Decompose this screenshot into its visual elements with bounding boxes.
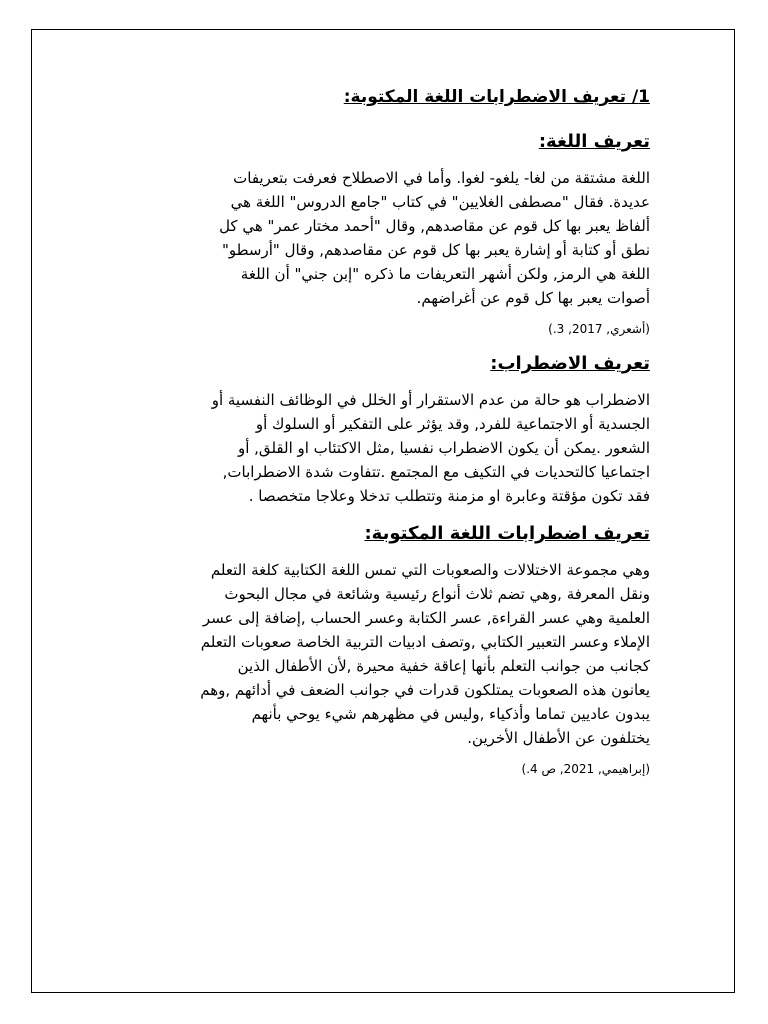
section-paragraph — [130, 388, 650, 508]
section-heading: تعريف اضطرابات اللغة المكتوبة: — [364, 523, 650, 544]
paragraph-line: اللغة هي الرمز, ولكن أشهر التعريفات ما ذكره "إبن جني" أن اللغة — [240, 265, 650, 283]
citation: (أشعري, 2017, 3.) — [548, 322, 650, 336]
section-heading: تعريف اللغة: — [538, 131, 650, 152]
paragraph-line: الإملاء وعسر التعبير الكتابي ,وتصف ادبيات التربية الخاصة صعوبات التعلم — [200, 633, 650, 651]
section-written-language-disorders — [130, 520, 650, 778]
citation: (إبراهيمي, 2021, ص 4.) — [521, 762, 650, 776]
paragraph-line: اللغة مشتقة من لغا- يلغو- لغوا. وأما في الاصطلاح فعرفت بتعريفات — [233, 169, 650, 187]
paragraph-line: ونقل المعرفة ,وهي تضم ثلاث أنواع رئيسية وشائعة في مجال البحوث — [224, 585, 650, 603]
paragraph-line: الاضطراب هو حالة من عدم الاستقرار أو الخلل في الوظائف النفسية أو — [211, 391, 650, 409]
paragraph-line: العلمية وهي عسر القراءة, عسر الكتابة وعسر الحساب ,إضافة إلى عسر — [202, 609, 650, 627]
section-paragraph — [130, 166, 650, 310]
paragraph-line: عديدة. فقال "مصطفى الغلايين" في كتاب "جامع الدروس" اللغة هي — [230, 193, 650, 211]
section-disorder-definition — [130, 350, 650, 508]
paragraph-line: ألفاظ يعبر بها كل قوم عن مقاصدهم, وقال "أحمد مختار عمر" هي كل — [219, 217, 650, 235]
paragraph-line: نطق أو كتابة أو إشارة يعبر بها كل قوم عن مقاصدهم, وقال "أرسطو" — [221, 241, 650, 259]
paragraph-line: كجانب من جوانب التعلم بأنها إعاقة خفية محيرة ,لأن الأطفال الذين — [237, 657, 650, 675]
paragraph-line: يبدون عاديين تماما وأذكياء ,وليس في مظهرهم شيء يوحي بأنهم — [251, 705, 650, 723]
section-language-definition — [130, 128, 650, 338]
paragraph-line: أصوات يعبر بها كل قوم عن أغراضهم. — [416, 289, 650, 307]
paragraph-line: فقد تكون مؤقتة وعابرة او مزمنة وتتطلب تدخلا وعلاجا متخصصا . — [248, 487, 650, 505]
paragraph-line: يعانون هذه الصعوبات يمتلكون قدرات في جوانب الضعف في أدائهم ,وهم — [200, 681, 650, 699]
paragraph-line: الشعور .يمكن أن يكون الاضطراب نفسيا ,مثل الاكتئاب او القلق, أو — [237, 439, 650, 457]
document-title: 1/ تعريف الاضطرابات اللغة المكتوبة: — [343, 87, 650, 107]
paragraph-line: يختلفون عن الأطفال الأخرين. — [467, 729, 650, 747]
paragraph-line: اجتماعيا كالتحديات في التكيف مع المجتمع .تتفاوت شدة الاضطرابات, — [222, 463, 650, 481]
paragraph-line: وهي مجموعة الاختلالات والصعوبات التي تمس اللغة الكتابية كلغة التعلم — [210, 561, 650, 579]
paragraph-line: الجسدية أو الاجتماعية للفرد, وقد يؤثر على التفكير أو السلوك أو — [255, 415, 650, 433]
document-body — [130, 84, 650, 790]
section-paragraph — [130, 558, 650, 750]
section-heading: تعريف الاضطراب: — [490, 353, 650, 374]
